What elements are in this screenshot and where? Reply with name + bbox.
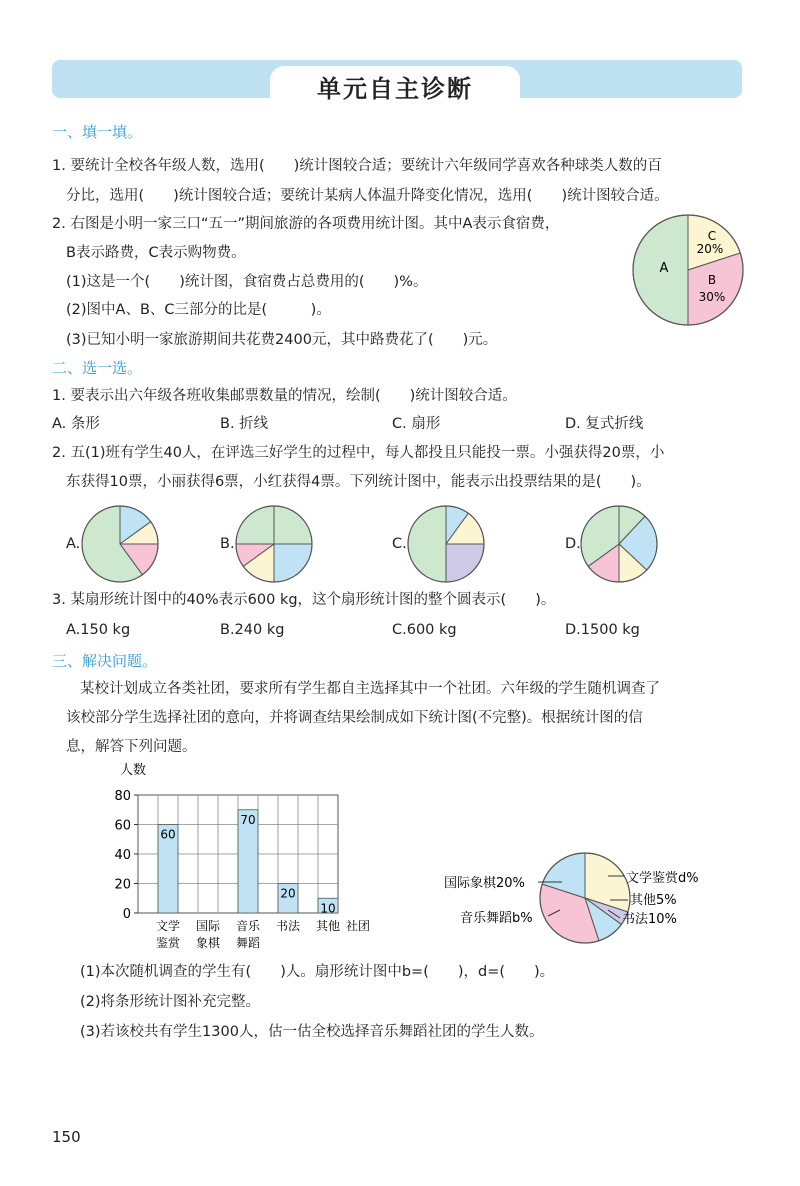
club-pie-label-chess: 国际象棋20% [444, 876, 525, 891]
x-tick-label: 鉴赏 [155, 936, 181, 950]
club-pie-label-literature: 文学鉴赏d% [626, 871, 699, 886]
option-d-pie [579, 504, 659, 584]
fill-q2-sub3: (3)已知小明一家旅游期间共花费2400元，其中路费花了( )元。 [66, 332, 498, 348]
club-pie-label-calligraphy: 书法10% [622, 912, 677, 927]
bar-value-label: 70 [240, 812, 256, 827]
choose-q1-option-b: B. 折线 [220, 416, 269, 432]
club-pie-label-music: 音乐舞蹈b% [460, 911, 533, 926]
option-a-label: A. [66, 536, 81, 552]
pie-value-c: 20% [696, 242, 724, 256]
pie-label-b: B [707, 273, 717, 287]
option-b-pie [234, 504, 314, 584]
choose-q3-option-a: A.150 kg [66, 622, 131, 638]
fill-q2-sub2: (2)图中A、B、C三部分的比是( )。 [66, 302, 331, 318]
solve-q1: (1)本次随机调查的学生有( )人。扇形统计图中b=( )，d=( )。 [80, 964, 555, 980]
bar-value-label: 60 [160, 827, 176, 842]
pie-value-b: 30% [698, 290, 726, 304]
choose-q1-option-c: C. 扇形 [392, 416, 441, 432]
choose-q3-option-b: B.240 kg [220, 622, 285, 638]
bar-value-label: 10 [320, 901, 336, 916]
fill-q2-sub1: (1)这是一个( )统计图，食宿费占总费用的( )%。 [66, 274, 428, 290]
option-b-label: B. [220, 536, 235, 552]
solve-q2: (2)将条形统计图补充完整。 [80, 994, 261, 1010]
y-axis-label: 人数 [120, 763, 147, 778]
choose-q1-option-d: D. 复式折线 [565, 416, 644, 432]
y-tick-label: 0 [122, 907, 131, 922]
fill-q1-line1: 1. 要统计全校各年级人数，选用( )统计图较合适；要统计六年级同学喜欢各种球类人数的百 [52, 158, 662, 174]
y-tick-label: 80 [114, 789, 131, 804]
choose-q2-line2: 东获得10票，小丽获得6票，小红获得4票。下列统计图中，能表示出投票结果的是( )。 [66, 474, 651, 490]
x-tick-label: 文学 [155, 919, 181, 933]
x-tick-label: 舞蹈 [235, 936, 261, 950]
club-pie-chart [440, 840, 740, 950]
solve-q3: (3)若该校共有学生1300人，估一估全校选择音乐舞蹈社团的学生人数。 [80, 1024, 544, 1040]
choose-q2-line1: 2. 五(1)班有学生40人，在评选三好学生的过程中，每人都投且只能投一票。小强获得20票，小 [52, 445, 665, 461]
choose-q3-option-c: C.600 kg [392, 622, 457, 638]
x-axis-label: 社团 [346, 919, 371, 933]
bar-value-label: 20 [280, 886, 296, 901]
solve-intro-line1: 某校计划成立各类社团，要求所有学生都自主选择其中一个社团。六年级的学生随机调查了 [80, 681, 660, 697]
option-a-pie [80, 504, 160, 584]
x-tick-label: 其他 [315, 919, 341, 933]
choose-q3: 3. 某扇形统计图中的40%表示600 kg，这个扇形统计图的整个圆表示( )。 [52, 592, 556, 608]
section-fill-heading: 一、填一填。 [52, 123, 143, 141]
x-tick-label: 国际 [195, 919, 221, 933]
section-choose-heading: 二、选一选。 [52, 359, 143, 377]
option-c-label: C. [392, 536, 407, 552]
section-solve-heading: 三、解决问题。 [52, 652, 158, 670]
choose-q1-option-a: A. 条形 [52, 416, 100, 432]
club-bar-chart [100, 758, 400, 958]
x-tick-label: 音乐 [235, 919, 261, 933]
choose-q3-option-d: D.1500 kg [565, 622, 640, 638]
page-title: 单元自主诊断 [270, 66, 520, 106]
y-tick-label: 60 [114, 818, 131, 834]
pie-label-a: A [659, 261, 669, 276]
fill-q2-line2: B表示路费，C表示购物费。 [66, 245, 246, 261]
solve-intro-line3: 息，解答下列问题。 [66, 739, 197, 755]
option-c-pie-slice-3 [408, 506, 446, 582]
y-tick-label: 20 [114, 877, 131, 893]
pie-label-c: C [707, 229, 717, 243]
option-c-pie [406, 504, 486, 584]
y-tick-label: 40 [114, 848, 131, 863]
solve-intro-line2: 该校部分学生选择社团的意向，并将调查结果绘制成如下统计图(不完整)。根据统计图的信 [66, 710, 643, 726]
x-tick-label: 象棋 [195, 936, 221, 950]
x-tick-label: 书法 [275, 919, 301, 933]
club-pie-label-other: 其他5% [630, 893, 677, 908]
fill-q2-line1: 2. 右图是小明一家三口“五一”期间旅游的各项费用统计图。其中A表示食宿费， [52, 216, 560, 232]
option-d-label: D. [565, 536, 581, 552]
page-number: 150 [52, 1128, 81, 1146]
expense-pie-chart [630, 212, 746, 328]
choose-q1: 1. 要表示出六年级各班收集邮票数量的情况，绘制( )统计图较合适。 [52, 388, 517, 404]
fill-q1-line2: 分比，选用( )统计图较合适；要统计某病人体温升降变化情况，选用( )统计图较合适。 [66, 188, 669, 204]
